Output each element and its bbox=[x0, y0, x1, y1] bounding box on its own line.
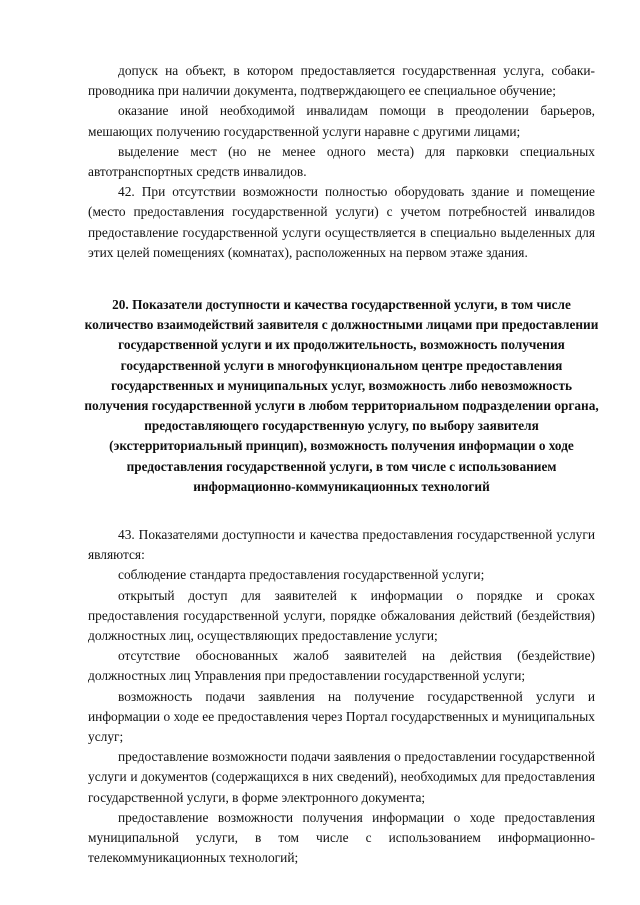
list-item-info-technologies: предоставление возможности получения информации о ходе предоставления муниципальной услуги, в том числе с использованием информационно-телекоммуникационных технологий; bbox=[88, 809, 595, 866]
top-text-block bbox=[88, 61, 595, 263]
paragraph-42: 42. При отсутствии возможности полностью оборудовать здание и помещение (место предоставления государственной услуги) с учетом потребностей инвалидов предоставление государственной услуги осуществляется в специально выделенных для этих целей помещениях (комнатах), расположенных на первом этаже здания. bbox=[88, 184, 595, 260]
paragraph-parking: выделение мест (но не менее одного места) для парковки специальных автотранспортных средств инвалидов. bbox=[88, 143, 595, 180]
bottom-text-block bbox=[88, 525, 595, 868]
list-item-standard: соблюдение стандарта предоставления государственной услуги; bbox=[118, 567, 485, 583]
list-item-portal: возможность подачи заявления на получение государственной услуги и информации о ходе ее предоставления через Портал государственных и муниципальных услуг; bbox=[88, 688, 595, 745]
paragraph-guide-dog: допуск на объект, в котором предоставляется государственная услуга, собаки-проводника при наличии документа, подтверждающего ее специальное обучение; bbox=[88, 63, 595, 99]
paragraph-43: 43. Показателями доступности и качества предоставления государственной услуги являются: bbox=[88, 527, 595, 563]
list-item-no-complaints: отсутствие обоснованных жалоб заявителей на действия (бездействие) должностных лиц Управления при предоставлении государственной услуги; bbox=[88, 648, 595, 684]
paragraph-assistance: оказание иной необходимой инвалидам помощи в преодолении барьеров, мешающих получению государственной услуги наравне с другими лицами; bbox=[88, 103, 595, 139]
list-item-open-access: открытый доступ для заявителей к информации о порядке и сроках предоставления государственной услуги, порядке обжалования действий (бездействия) должностных лиц, осуществляющих предоставление услуги; bbox=[88, 587, 595, 644]
section-heading-20: 20. Показатели доступности и качества государственной услуги, в том числе количество взаимодействий заявителя с должностными лицами при предоставлении государственной услуги и их продолжительность, возможность получения государственной услуги в многофункциональном центре предоставления государственных и муниципальных услуг, возможность либо невозможность получения государственной услуги в любом территориальном подразделении органа, предоставляющего государственную услугу, по выбору заявителя (экстерриториальный принцип), возможность получения информации о ходе предоставления государственной услуги, в том числе с использованием информационно-коммуникационных технологий bbox=[84, 297, 599, 494]
list-item-electronic-document: предоставление возможности подачи заявления о предоставлении государственной услуги и документов (содержащихся в них сведений), необходимых для предоставления государственной услуги, в форме электронного документа; bbox=[88, 749, 595, 805]
